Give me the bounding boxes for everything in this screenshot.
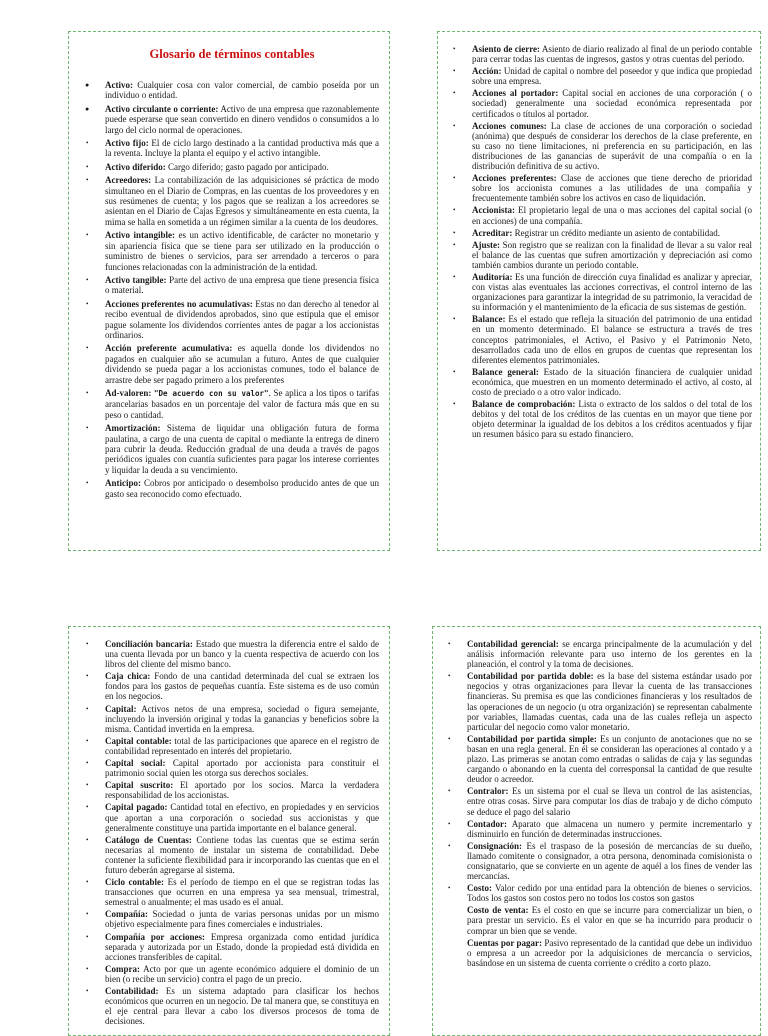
term-definition: Sistema de liquidar una obligación futura de forma paulatina, a cargo de una cuenta de capital o mediante la entrega de dinero para cubrir la deuda. Reducción gradual de una deuda a través de pagos periódicos iguales con cuantía suficientes para pagar los interese corrientes y liquidar la deuda a su vencimiento. <box>105 423 379 475</box>
term-name: Anticipo: <box>105 478 141 489</box>
term-item <box>452 205 752 225</box>
term-item <box>447 786 752 816</box>
term-item <box>85 909 379 929</box>
term-item <box>85 423 379 475</box>
term-list <box>452 44 752 439</box>
glossary-card-3 <box>68 626 390 1036</box>
term-item <box>85 230 379 272</box>
term-item <box>85 343 379 385</box>
term-name: Capital contable: <box>105 735 172 746</box>
term-definition: Cobros por anticipado o desembolso producido antes de que un gasto sea reconocido como efectuado. <box>105 478 379 499</box>
term-list <box>85 80 379 499</box>
term-definition: Es el traspaso de la posesión de mercancías de su dueño, llamado comitente o consignador, a otra persona, denominada comisionista o consignatario, que se convierte en un agente de aquél a los fines de vender las mercancías. <box>467 840 753 882</box>
term-item <box>452 399 752 439</box>
term-list <box>85 639 379 1026</box>
term-item <box>85 388 379 420</box>
term-definition: Parte del activo de una empresa que tiene presencia física o material. <box>105 274 379 296</box>
term-definition: Valor cedido por una entidad para la obtención de bienes o servicios. Todos los gastos son costos pero no todos los costos son gastos <box>467 883 752 904</box>
term-name: Costo de venta: <box>467 905 529 916</box>
term-item <box>452 66 752 86</box>
term-name: Activo intangible: <box>105 230 175 241</box>
term-definition: Es una función de dirección cuya finalidad es analizar y apreciar, con vistas alas eventuales las acciones correctivas, el control interno de las organizaciones para garantizar la integridad de su patrimonio, la veracidad de su información y el mantenimiento de la eficacia de sus sistemas de gestión. <box>472 271 753 313</box>
term-definition: Empresa organizada como entidad jurídica separada y autorizada por un Estado, donde la propiedad está dividida en acciones transferibles de capital. <box>105 931 379 962</box>
term-item <box>452 88 752 118</box>
term-name: Cuentas por pagar: <box>467 937 543 948</box>
term-definition: Estas no dan derecho al tenedor al recibo eventual de dividendos aprobados, sino que estipula que el emisor pague solamente los dividendos corrientes antes de pagar a los accionistas ordinarios. <box>105 298 380 340</box>
term-name: Catálogo de Cuentas: <box>105 834 192 845</box>
term-name: Acciones preferentes: <box>472 173 557 184</box>
term-definition: Contiene todas las cuentas que se estima serán necesarias al momento de instalar un sistema de contabilidad. Debe contener la suficiente flexibilidad para ir incorporando las cuentas que en el futuro deberán agregarse al sistema. <box>105 834 380 875</box>
term-name: Contralor: <box>467 786 509 797</box>
term-item <box>447 734 752 784</box>
glossary-card-2 <box>437 31 761 551</box>
term-item <box>85 877 379 907</box>
term-item <box>85 704 379 734</box>
term-definition: Es un sistema por el cual se lleva un control de las asistencias, entre otras cosas. Sirve para computar los días de trabajo y de dicho cómputo se deduce el pago del salario <box>467 786 752 817</box>
term-name: Balance: <box>472 314 506 325</box>
term-definition: Capital aportado por accionista para constituir el patrimonio social quien les otorga sus derechos sociales. <box>105 758 380 779</box>
term-definition: Activos netos de una empresa, sociedad o figura semejante, incluyendo la inversión original y todas la ganancias y beneficios sobre la misma. Cantidad invertida en la empresa. <box>105 703 379 734</box>
term-definition: Capital social en acciones de una corporación ( o sociedad) generalmente una sociedad económica representada por certificados o títulos al portador. <box>472 88 752 119</box>
term-definition: se encarga principalmente de la acumulación y del análisis información relevante para uso interno de los gerentes en la planeación, el control y la toma de decisiones. <box>467 639 752 670</box>
term-definition: Activo de una empresa que razonablemente puede esperarse que sean convertido en dinero vendidos o consumidos a lo largo del ciclo normal de operaciones. <box>105 103 379 135</box>
glossary-card-4 <box>432 626 761 1036</box>
term-definition: Registrar un crédito mediante un asiento de contabilidad. <box>514 227 721 238</box>
term-item <box>85 299 379 341</box>
term-definition: Pasivo representado de la cantidad que debe un individuo o empresa a un acreedor por la adquisiciones de mercancía o servicios, basándose en un sistema de cuenta corriente o crédito a corto plazo. <box>467 937 752 968</box>
term-item <box>85 964 379 984</box>
term-definition: Es el período de tiempo en el que se registran todas las transacciones que ocurren en una empresa ya sea mensual, trimestral, semestral o anualmente; el mas usado es el anual. <box>105 877 379 908</box>
term-definition: Acto por que un agente económico adquiere el dominio de un bien (o recibe un servicio) contra el pago de un precio. <box>105 963 379 984</box>
term-definition: total de las participaciones que aparece en el registro de contabilidad representado en interés del propietario. <box>105 735 380 756</box>
term-definition: Es un conjunto de anotaciones que no se basan en una regla general. En él se consideran las operaciones al contado y a plazo. Las primeras se anotan como entradas o salidas de caja y las segundas cargando o abonando en la cuenta del corresponsal la cantidad de que resulte deudor o acreedor. <box>467 733 753 785</box>
term-item <box>452 121 752 171</box>
term-name: Capital social: <box>105 758 166 769</box>
term-definition: Cargo diferido; gasto pagado por anticipado. <box>168 161 329 172</box>
term-name: Accionista: <box>472 205 515 216</box>
term-item <box>85 275 379 296</box>
term-name: Activo tangible: <box>105 274 167 285</box>
term-name: Activo: <box>105 80 133 90</box>
term-name: Ciclo contable: <box>105 877 165 888</box>
term-item <box>452 173 752 203</box>
term-item <box>452 367 752 397</box>
term-definition: El propietario legal de una o mas acciones del capital social (o en acciones) de una compañía. <box>472 205 752 226</box>
term-item <box>85 478 379 499</box>
term-item <box>447 905 752 935</box>
term-item <box>452 314 752 364</box>
term-item <box>447 841 752 881</box>
term-definition: El de ciclo largo destinado a la cantidad productiva más que a la reventa. Incluye la planta el equipo y el activo intangible. <box>105 138 380 159</box>
term-name: Costo: <box>467 883 492 894</box>
term-name: Capital: <box>105 703 137 714</box>
term-definition: es la base del sistema estándar usado por negocios y otras organizaciones para llevar la cuenta de las transacciones financieras. Su premisa es que las condiciones financieras y los resultados de las operaciones de un negocio (u otra organización) se representan cabalmente por variables, llamadas cuentas, cada una de las cuales refleja un aspecto particular del negocio como valor monetario. <box>467 671 753 732</box>
term-name: Amortización: <box>105 423 161 434</box>
term-item <box>85 671 379 701</box>
term-definition: Estado que muestra la diferencia entre el saldo de una cuenta llevada por un banco y la cuenta respectiva de acuerdo con los libros del cliente del mismo banco. <box>105 639 379 670</box>
term-name: Acciones comunes: <box>472 120 547 131</box>
term-name: Compañía por acciones: <box>105 931 206 942</box>
term-item <box>447 819 752 839</box>
glossary-card-1 <box>68 31 390 551</box>
term-name: Ajuste: <box>472 239 500 250</box>
term-name: Contabilidad por partida simple: <box>467 733 597 744</box>
term-name: Asiento de cierre: <box>472 44 541 54</box>
term-name: Conciliación bancaria: <box>105 639 193 649</box>
term-name: Ad-valoren: <box>105 387 152 398</box>
term-item <box>85 780 379 800</box>
term-item <box>85 932 379 962</box>
term-item <box>85 162 379 172</box>
term-name: Acción preferente acumulativa: <box>105 343 233 354</box>
term-name: Capital suscrito: <box>105 780 174 791</box>
term-definition: es un activo identificable, de carácter no monetario y sin apariencia física que se tiene para ser utilizado en la producción o suministro de bienes o servicios, para ser arrendado a terceros o para funciones relacionadas con la administración de la entidad. <box>105 230 379 272</box>
term-definition: Clase de acciones que tiene derecho de prioridad sobre los accionista comunes a las utilidades de una compañía y frecuentemente también sobre los activos en caso de liquidación. <box>472 173 752 204</box>
glossary-title: Glosario de términos contables <box>149 47 315 61</box>
term-item <box>452 228 752 238</box>
term-name: Activo circulante o corriente: <box>105 103 219 114</box>
term-quote: "De acuerdo con su valor" <box>154 388 269 398</box>
term-name: Contabilidad: <box>105 986 159 996</box>
term-definition: Estado de la situación financiera de cualquier unidad económica, que muestren en un momento determinado el activo, al costo, al costo de preciado o a otro valor indicado. <box>472 366 752 397</box>
term-name: Compañía: <box>105 909 149 920</box>
term-name: Consignación: <box>467 840 523 851</box>
term-definition: Es el costo en que se incurre para comercializar un bien, o para prestar un servicio. Es el valor en que se ha incurrido para producir o comprar un bien que se vende. <box>467 905 752 936</box>
term-name: Contador: <box>467 818 507 829</box>
term-item <box>85 639 379 669</box>
term-definition: El aportado por los socios. Marca la verdadera responsabilidad de los accionistas. <box>105 780 380 801</box>
term-name: Activo fijo: <box>105 138 149 149</box>
term-name: Balance general: <box>472 366 539 377</box>
term-definition: es aquella donde los dividendos no pagados en cualquier año se acumulan a futuro. Antes de que cualquier dividendo se pueda pagar a los accionistas comunes, todo el balance de arrastre debe ser pagado primero a los preferentes <box>105 343 379 385</box>
term-item <box>85 986 379 1026</box>
term-name: Acciones preferentes no acumulativas: <box>105 298 253 309</box>
term-item <box>85 104 379 135</box>
term-definition: Aparato que almacena un numero y permite incrementarlo y disminuirlo en función de determinadas instrucciones. <box>467 818 752 839</box>
term-item <box>447 671 752 732</box>
term-name: Activo diferido: <box>105 161 166 172</box>
term-item <box>85 175 379 227</box>
term-definition: . Se aplica a los tipos o tarifas arancelarias basados en un porcentaje del valor de factura más que en su peso o cantidad. <box>105 387 379 420</box>
term-item <box>452 240 752 270</box>
term-item <box>447 938 752 968</box>
term-item <box>452 272 752 312</box>
term-definition: Sociedad o junta de varias personas unidas por un mismo objetivo especialmente para fines comerciales e industriales. <box>105 909 380 930</box>
term-definition: Lista o extracto de los saldos o del total de los debitos y del total de los créditos de las cuentas en un mayor que tiene por objeto determinar la igualdad de los debitos a los créditos acentuados y fijar un resumen básico para su estado financiero. <box>472 399 752 440</box>
term-definition: La contabilización de las adquisiciones sé práctica de modo simultaneo en el Diario de Compras, en las cuentas de los proveedores y en sus resúmenes de cuenta; y los pagos que se realizan a los acreedores se asientan en el Diario de Cajas Egresos y simultáneamente en esta cuenta, la mima se halla en sometida a un régimen similar a la cuenta de los deudores. <box>105 175 379 227</box>
term-name: Auditoría: <box>472 271 513 282</box>
term-name: Acciones al portador: <box>472 88 559 99</box>
term-definition: Cantidad total en efectivo, en propiedades y en servicios que aportan a una corporación o sociedad sus accionistas y que generalmente constituye una partida importante en el balance general. <box>105 802 380 833</box>
term-definition: Es un sistema adaptado para clasificar los hechos económicos que ocurren en un negocio. De tal manera que, se constituya en el eje central para llevar a cabo los diversos procesos de toma de decisiones. <box>105 986 380 1027</box>
term-definition: Es el estado que refleja la situación del patrimonio de una entidad en un momento determinado. El balance se estructura a través de tres conceptos patrimoniales, el Activo, el Pasivo y el Patrimonio Neto, desarrollados cada uno de ellos en grupos de cuentas que representan los diferentes elementos patrimoniales. <box>472 314 753 365</box>
term-name: Contabilidad por partida doble: <box>467 671 594 682</box>
term-item <box>85 835 379 875</box>
term-definition: Unidad de capital o nombre del poseedor y que indica que propiedad sobre una empresa. <box>472 66 753 87</box>
term-item <box>447 639 752 669</box>
term-definition: Cualquier cosa con valor comercial, de cambio poseída por un individuo o entidad. <box>105 80 380 101</box>
term-item <box>85 736 379 756</box>
term-name: Balance de comprobación: <box>472 399 576 410</box>
term-definition: La clase de acciones de una corporación o sociedad (anónima) que después de considerar los derechos de la clase preferente, en su caso no tiene limitaciones, ni preferencia en su participación, en las distribuciones de las ganancias de superávit de una compañía o en la distribución definitiva de su activo. <box>472 120 752 172</box>
term-item <box>452 44 752 64</box>
term-name: Acción: <box>472 66 502 77</box>
term-name: Acreedores: <box>105 175 152 186</box>
term-name: Acreditar: <box>472 227 513 238</box>
term-name: Compra: <box>105 963 140 974</box>
term-definition: Fondo de una cantidad determinada del cual se extraen los fondos para los gastos de pequeñas cuantía. Este sistema es de uso común en los negocios. <box>105 671 379 702</box>
term-item <box>85 80 379 101</box>
term-item <box>447 883 752 903</box>
term-item <box>85 138 379 159</box>
term-item <box>85 802 379 832</box>
term-name: Caja chica: <box>105 671 151 682</box>
term-name: Capital pagado: <box>105 802 168 813</box>
term-item <box>85 758 379 778</box>
term-list <box>447 639 752 968</box>
term-name: Contabilidad gerencial: <box>467 639 559 649</box>
term-definition: Asiento de diario realizado al final de un periodo contable para cerrar todas las cuentas de ingresos, gastos y otras cuentas del periodo. <box>472 44 752 65</box>
term-definition: Son registro que se realizan con la finalidad de llevar a su valor real el balance de las cuentas que sufren amortización y depreciación así como también cambios durante un periodo contable. <box>472 239 753 270</box>
